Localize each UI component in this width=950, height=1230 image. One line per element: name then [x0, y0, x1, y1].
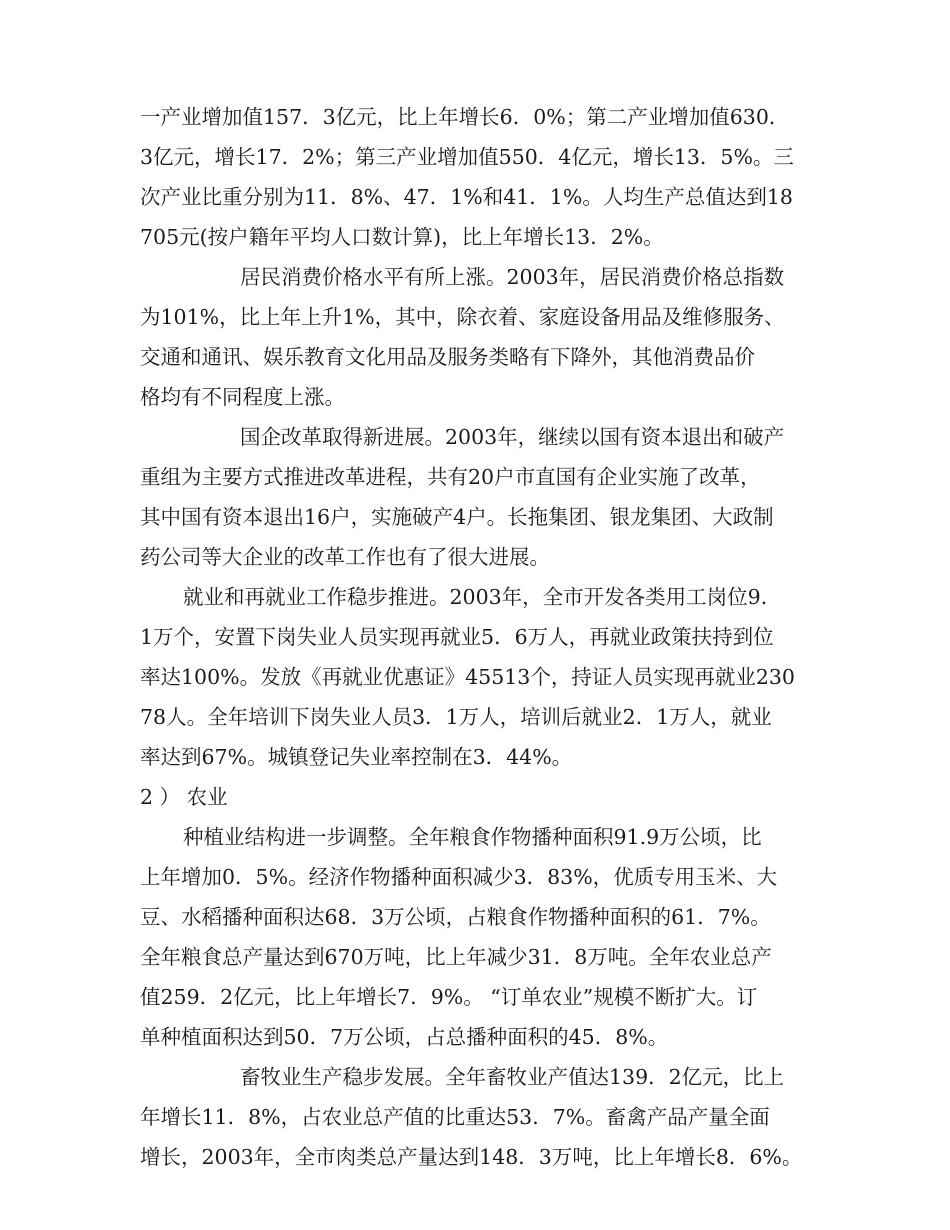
- text-line: 豆、水稻播种面积达68．3万公顷，占粮食作物播种面积的61．7%。: [140, 905, 771, 929]
- text-line: 上年增加0．5%。经济作物播种面积减少3．83%，优质专用玉米、大: [140, 865, 778, 889]
- text-line: 705元(按户籍年平均人口数计算)，比上年增长13．2%。: [140, 225, 664, 249]
- paragraph-first-line: 国企改革取得新进展。2003年，继续以国有资本退出和破产: [240, 425, 785, 449]
- text-line: 药公司等大企业的改革工作也有了很大进展。: [140, 545, 550, 569]
- text-line: 单种植面积达到50．7万公顷，占总播种面积的45．8%。: [140, 1025, 669, 1049]
- text-line: 为101%，比上年上升1%，其中，除衣着、家庭设备用品及维修服务、: [140, 305, 785, 329]
- text-line: 3亿元，增长17．2%；第三产业增加值550．4亿元，增长13．5%。三: [140, 145, 794, 169]
- text-line: 格均有不同程度上涨。: [140, 385, 345, 409]
- text-line: 年增长11．8%，占农业总产值的比重达53．7%。畜禽产品产量全面: [140, 1105, 770, 1129]
- text-line: 全年粮食总产量达到670万吨，比上年减少31．8万吨。全年农业总产: [140, 945, 772, 969]
- paragraph-first-line: 居民消费价格水平有所上涨。2003年，居民消费价格总指数: [240, 265, 785, 289]
- text-line: 交通和通讯、娱乐教育文化用品及服务类略有下降外，其他消费品价: [140, 345, 755, 369]
- text-line: 增长，2003年，全市肉类总产量达到148．3万吨，比上年增长8．6%。: [140, 1145, 803, 1169]
- text-line: 率达到67%。城镇登记失业率控制在3．44%。: [140, 745, 573, 769]
- text-line: 1万个，安置下岗失业人员实现再就业5．6万人，再就业政策扶持到位: [140, 625, 774, 649]
- text-line: 重组为主要方式推进改革进程，共有20户市直国有企业实施了改革，: [140, 465, 761, 489]
- paragraph-first-line: 畜牧业生产稳步发展。全年畜牧业产值达139．2亿元，比上: [240, 1065, 785, 1089]
- text-line: 其中国有资本退出16户，实施破产4户。长拖集团、银龙集团、大政制: [140, 505, 774, 529]
- text-line: 次产业比重分别为11．8%、47．1%和41．1%。人均生产总值达到18: [140, 185, 793, 209]
- section-heading: 2 ） 农业: [140, 785, 228, 809]
- text-line: 78人。全年培训下岗失业人员3．1万人，培训后就业2．1万人，就业: [140, 705, 772, 729]
- text-line: 率达100%。发放《再就业优惠证》45513个，持证人员实现再就业230: [140, 665, 795, 689]
- paragraph-first-line: 就业和再就业工作稳步推进。2003年，全市开发各类用工岗位9．: [183, 585, 782, 609]
- text-line: 一产业增加值157．3亿元，比上年增长6．0%；第二产业增加值630．: [140, 105, 790, 129]
- text-line: 值259．2亿元，比上年增长7．9%。 “订单农业”规模不断扩大。订: [140, 985, 758, 1009]
- paragraph-first-line: 种植业结构进一步调整。全年粮食作物播种面积91.9万公顷，比: [183, 825, 762, 849]
